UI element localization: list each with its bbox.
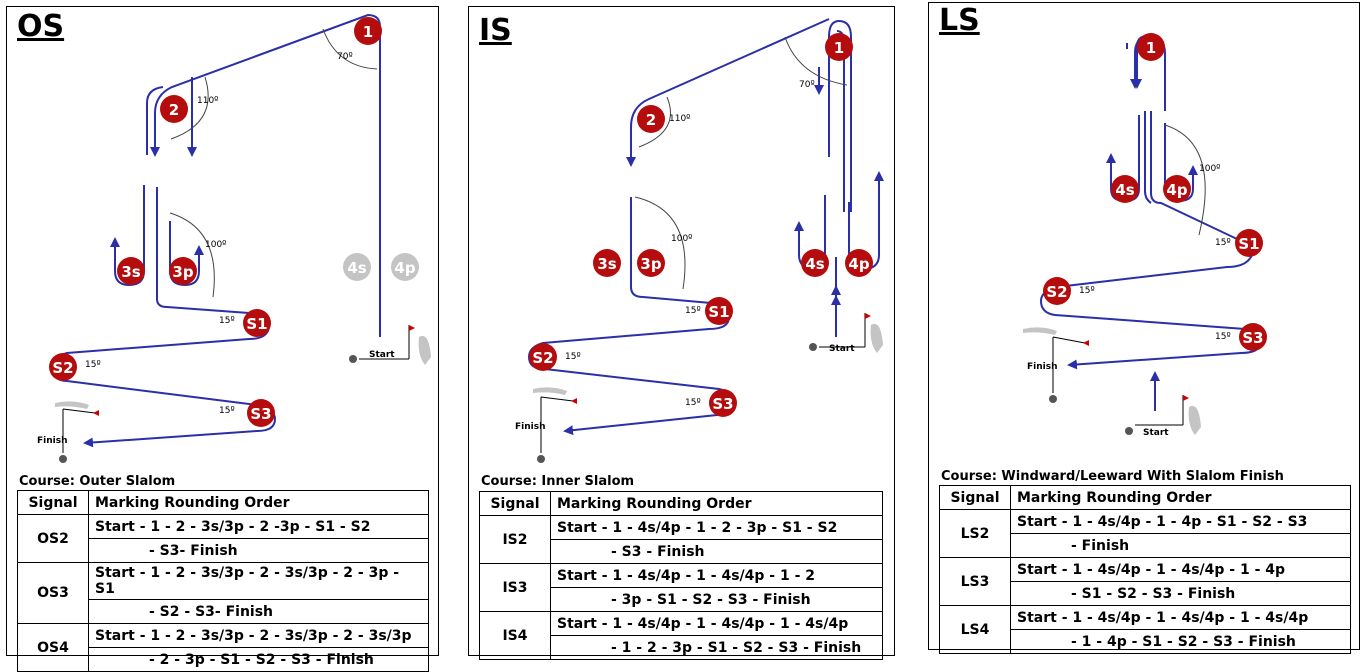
is-start-label: Start <box>829 344 855 354</box>
order-line-1: Start - 1 - 4s/4p - 1 - 4s/4p - 1 - 4s/4p <box>1011 606 1351 630</box>
order-line-1: Start - 1 - 4s/4p - 1 - 2 - 3p - S1 - S2 <box>551 516 883 540</box>
ls-mark-s3 <box>1239 323 1267 351</box>
os-angle-100: 100º <box>205 240 227 250</box>
signal-cell: LS3 <box>940 558 1011 606</box>
os-course-label: Course: Outer Slalom <box>19 474 176 489</box>
order-line-2: - S3 - Finish <box>551 540 883 564</box>
svg-text:2: 2 <box>645 111 657 129</box>
order-line-2: - 3p - S1 - S2 - S3 - Finish <box>551 588 883 612</box>
ls-start-label: Start <box>1143 428 1169 438</box>
svg-text:4s: 4s <box>347 259 367 277</box>
svg-text:3p: 3p <box>172 263 194 281</box>
is-course-diagram <box>469 7 896 477</box>
ls-start-line <box>1125 395 1201 438</box>
is-course-label: Course: Inner Slalom <box>481 474 635 489</box>
order-line-1: Start - 1 - 2 - 3s/3p - 2 -3p - S1 - S2 <box>89 515 429 539</box>
is-mark-s2 <box>529 343 557 371</box>
os-mark-4p-ghost <box>391 253 419 281</box>
ls-mark-1 <box>1137 33 1165 61</box>
svg-text:S2: S2 <box>1046 283 1068 301</box>
os-angle-15-s3: 15º <box>219 406 235 416</box>
table-header-row <box>940 486 1351 510</box>
order-line-1: Start - 1 - 4s/4p - 1 - 4p - S1 - S2 - S3 <box>1011 510 1351 534</box>
table-row <box>18 624 429 648</box>
ls-mark-s2 <box>1043 277 1071 305</box>
is-mark-4s <box>801 249 829 277</box>
table-header-row <box>18 491 429 515</box>
svg-text:3s: 3s <box>121 263 141 281</box>
os-angle-15-s2: 15º <box>85 360 101 370</box>
svg-text:S1: S1 <box>708 303 730 321</box>
os-mark-4s-ghost <box>343 253 371 281</box>
is-title: IS <box>479 13 512 48</box>
svg-text:1: 1 <box>1145 39 1157 57</box>
svg-text:4p: 4p <box>1166 181 1188 199</box>
panel-os <box>6 6 439 668</box>
is-mark-4p <box>845 249 873 277</box>
svg-text:3p: 3p <box>640 255 662 273</box>
signal-cell: IS3 <box>480 564 551 612</box>
svg-text:3s: 3s <box>597 255 617 273</box>
panel-ls <box>928 2 1360 650</box>
order-header: Marking Rounding Order <box>1011 486 1351 510</box>
signal-cell: OS4 <box>18 624 89 672</box>
table-row <box>940 558 1351 582</box>
is-start-line <box>809 313 883 354</box>
svg-text:S2: S2 <box>532 349 554 367</box>
is-angle-15-s2: 15º <box>565 352 581 362</box>
is-mark-1 <box>825 33 853 61</box>
is-mark-2 <box>637 105 665 133</box>
os-mark-1 <box>354 17 382 45</box>
is-mark-s3 <box>709 389 737 417</box>
order-line-1: Start - 1 - 4s/4p - 1 - 4s/4p - 1 - 4p <box>1011 558 1351 582</box>
ls-mark-4p <box>1163 175 1191 203</box>
svg-text:S1: S1 <box>246 315 268 333</box>
order-header: Marking Rounding Order <box>89 491 429 515</box>
is-angle-110: 110º <box>669 114 691 124</box>
os-mark-s3 <box>247 399 275 427</box>
order-line-2: - S2 - S3- Finish <box>89 600 429 624</box>
table-row <box>480 516 883 540</box>
is-finish-line <box>515 387 577 463</box>
os-mark-3p <box>169 257 197 285</box>
os-finish-line <box>37 401 99 463</box>
table-row <box>480 612 883 636</box>
table-row <box>18 515 429 539</box>
os-angle-110: 110º <box>197 96 219 106</box>
svg-text:S3: S3 <box>250 405 272 423</box>
os-start-line <box>349 325 431 365</box>
table-row <box>940 606 1351 630</box>
os-leg-start-to-1 <box>155 15 380 337</box>
ls-course-diagram <box>929 3 1361 473</box>
order-header: Marking Rounding Order <box>551 492 883 516</box>
signal-cell: OS2 <box>18 515 89 563</box>
ls-angle-15-s3: 15º <box>1215 332 1231 342</box>
signal-cell: LS2 <box>940 510 1011 558</box>
is-angle-15-s1: 15º <box>685 306 701 316</box>
svg-text:S2: S2 <box>52 359 74 377</box>
table-header-row <box>480 492 883 516</box>
table-row <box>940 510 1351 534</box>
os-order-table <box>17 490 429 672</box>
signal-cell: IS4 <box>480 612 551 660</box>
ls-course-label: Course: Windward/Leeward With Slalom Finish <box>941 469 1284 484</box>
panel-is <box>468 6 895 656</box>
signal-header: Signal <box>480 492 551 516</box>
svg-text:4s: 4s <box>805 255 825 273</box>
order-line-1: Start - 1 - 4s/4p - 1 - 4s/4p - 1 - 2 <box>551 564 883 588</box>
os-mark-s1 <box>243 309 271 337</box>
order-line-2: - S3- Finish <box>89 539 429 563</box>
is-angle-70: 70º <box>799 80 815 90</box>
signal-header: Signal <box>940 486 1011 510</box>
is-leg-1-to-2 <box>631 19 829 165</box>
ls-angle-15-s1: 15º <box>1215 238 1231 248</box>
is-mark-3p <box>637 249 665 277</box>
ls-title: LS <box>939 3 980 38</box>
os-course-diagram <box>7 7 440 477</box>
ls-finish-label: Finish <box>1027 362 1058 372</box>
svg-text:S3: S3 <box>1242 329 1264 347</box>
order-line-1: Start - 1 - 2 - 3s/3p - 2 - 3s/3p - 2 - 3s/3p <box>89 624 429 648</box>
signal-cell: IS2 <box>480 516 551 564</box>
os-start-label: Start <box>369 350 395 360</box>
svg-text:S3: S3 <box>712 395 734 413</box>
svg-text:4p: 4p <box>848 255 870 273</box>
svg-text:1: 1 <box>362 23 374 41</box>
os-mark-s2 <box>49 353 77 381</box>
order-line-2: - 2 - 3p - S1 - S2 - S3 - Finish <box>89 648 429 672</box>
table-row <box>480 564 883 588</box>
svg-text:1: 1 <box>833 39 845 57</box>
svg-text:4s: 4s <box>1115 181 1135 199</box>
order-line-2: - S1 - S2 - S3 - Finish <box>1011 582 1351 606</box>
is-angle-15-s3: 15º <box>685 398 701 408</box>
os-mark-3s <box>117 257 145 285</box>
table-row <box>18 563 429 600</box>
signal-header: Signal <box>18 491 89 515</box>
svg-text:S1: S1 <box>1238 235 1260 253</box>
os-finish-label: Finish <box>37 436 68 446</box>
order-line-1: Start - 1 - 2 - 3s/3p - 2 - 3s/3p - 2 - 3p - S1 <box>89 563 429 600</box>
ls-mark-s1 <box>1235 229 1263 257</box>
ls-angle-15-s2: 15º <box>1079 286 1095 296</box>
ls-angle-100: 100º <box>1199 164 1221 174</box>
is-angle-100: 100º <box>671 234 693 244</box>
order-line-2: - 1 - 2 - 3p - S1 - S2 - S3 - Finish <box>551 636 883 660</box>
ls-mark-4s <box>1111 175 1139 203</box>
signal-cell: LS4 <box>940 606 1011 654</box>
os-angle-70: 70º <box>337 52 353 62</box>
is-mark-s1 <box>705 297 733 325</box>
svg-text:2: 2 <box>168 101 180 119</box>
os-mark-2 <box>160 95 188 123</box>
order-line-1: Start - 1 - 4s/4p - 1 - 4s/4p - 1 - 4s/4p <box>551 612 883 636</box>
is-order-table <box>479 491 883 660</box>
order-line-2: - 1 - 4p - S1 - S2 - S3 - Finish <box>1011 630 1351 654</box>
ls-order-table <box>939 485 1351 654</box>
svg-text:4p: 4p <box>394 259 416 277</box>
order-line-2: - Finish <box>1011 534 1351 558</box>
is-finish-label: Finish <box>515 422 546 432</box>
is-mark-3s <box>593 249 621 277</box>
os-title: OS <box>17 9 65 44</box>
os-angle-15-s1: 15º <box>219 316 235 326</box>
signal-cell: OS3 <box>18 563 89 624</box>
is-leg-3-gate <box>529 197 735 431</box>
